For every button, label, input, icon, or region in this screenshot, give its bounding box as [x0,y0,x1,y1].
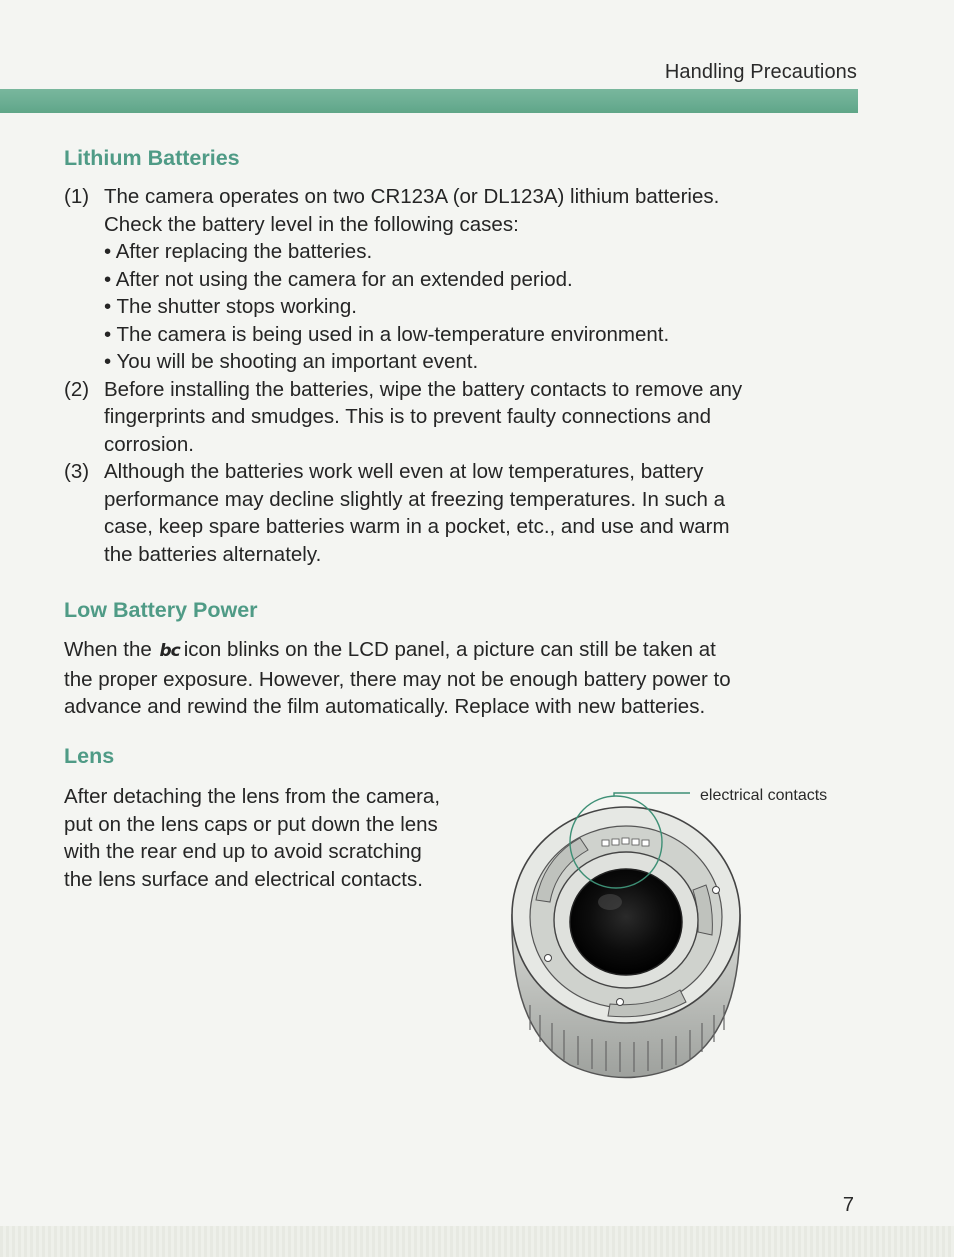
low-battery-paragraph [64,636,864,721]
running-head: Handling Precautions [664,61,857,83]
paragraph-line: the proper exposure. However, there may not be enough battery power to [64,667,731,691]
paragraph-line: the lens surface and electrical contacts. [64,867,423,891]
paragraph-line [64,636,864,666]
low-battery-lcd-icon: bc [159,641,180,661]
lithium-list [64,183,864,568]
item-line: Check the battery level in the following cases: [104,212,519,236]
header-color-bar [0,89,858,113]
list-item-1 [64,183,864,376]
page-bottom-edge [0,1226,954,1257]
bullet-item: • You will be shooting an important event. [104,348,864,376]
bullet-item: • The camera is being used in a low-temperature environment. [104,321,864,349]
paragraph-line: put on the lens caps or put down the lens [64,812,438,836]
lens-paragraph [64,783,514,893]
paragraph-line: with the rear end up to avoid scratching [64,840,422,863]
section-title-lithium-batteries: Lithium Batteries [64,146,240,170]
item-line: fingerprints and smudges. This is to prevent faulty connections and [104,405,711,428]
paragraph-text: icon blinks on the LCD panel, a picture can still be taken at [183,638,716,661]
list-item-2 [64,376,864,459]
item-number: (3) [64,460,90,483]
bullet-item: • The shutter stops working. [104,293,864,321]
callout-electrical-contacts: electrical contacts [700,787,828,804]
bullet-item: • After not using the camera for an extended period. [104,266,864,294]
lens-illustration [500,780,760,1090]
page-number: 7 [842,1194,854,1216]
item-line: performance may decline slightly at freezing temperatures. In such a [104,487,725,511]
item-line: Although the batteries work well even at low temperatures, battery [104,460,704,483]
paragraph-line: After detaching the lens from the camera, [64,785,441,808]
paragraph-text: When the [64,638,152,661]
section-title-low-battery-power: Low Battery Power [64,598,258,622]
bullet-item: • After replacing the batteries. [104,238,864,266]
item-line: case, keep spare batteries warm in a pocket, etc., and use and warm [104,515,730,538]
item-number: (1) [64,185,90,208]
list-item-3 [64,458,864,568]
paragraph-line: advance and rewind the film automatically. Replace with new batteries. [64,695,706,718]
item-number: (2) [64,377,90,401]
item-line: the batteries alternately. [104,542,322,566]
item-line: corrosion. [104,432,195,456]
item-line: The camera operates on two CR123A (or DL123A) lithium batteries. [104,185,720,208]
item-line: Before installing the batteries, wipe the battery contacts to remove any [104,377,743,401]
section-title-lens: Lens [64,744,115,768]
